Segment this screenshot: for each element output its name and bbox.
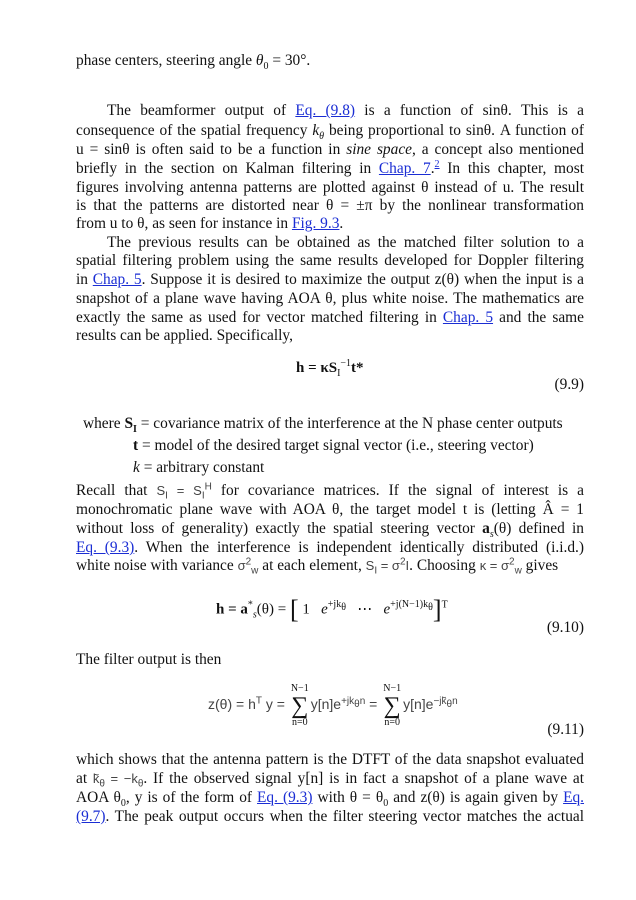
eq-9-7-link-cont[interactable]: (9.7) [76,808,106,825]
equation-number-9-10: (9.10) [546,619,584,636]
para3-line4: Eq. (9.3). When the interference is independent identically distributed (i.i.d.) [76,539,584,556]
equation-number-9-11: (9.11) [547,721,584,738]
para1-line2: consequence of the spatial frequency $k_\theta$ being proportional to sinθ. A function of [76,122,584,143]
para2-line6: results can be applied. Specifically, [76,327,293,344]
where-def-t: t = model of the desired target signal vector (i.e., steering vector) [133,437,534,454]
para3-line3: without loss of generality) exactly the spatial steering vector $a_s(\theta)$ defined in [76,520,584,541]
equation-9-9: $h = \kappa S_I^{-1}t*$ [296,358,364,379]
para1-line4: briefly in the section on Kalman filtering in Chap. 7.$^2$ In this chapter, most [76,158,584,177]
chap-7-link[interactable]: Chap. 7 [378,160,431,177]
para1-line7: from u to θ, as seen for instance in Fig. 9.3. [76,215,344,232]
equation-9-10: $h = a^*_s(\theta)$ = [ 1 $e^{+jk_\theta}$ ⋯ $e^{+j(N-1)k_\theta}]^T$ [216,595,448,624]
eq-9-8-link[interactable]: Eq. (9.8) [295,102,356,119]
para4-line4: (9.7). The peak output occurs when the filter steering vector matches the actual [76,808,584,825]
para3-line1: Recall that $S_I = S_I^H$ for covariance matrices. If the signal of interest is a [76,481,584,502]
para4-line1: which shows that the antenna pattern is the DTFT of the data snapshot evaluated [76,751,584,768]
eq-9-3-link-2[interactable]: Eq. (9.3) [257,789,313,806]
para3-line5: white noise with variance $\sigma^2_w$ at each element, $S_I = \sigma^2I$. Choosing $\kappa = \sigma^2_w$ gives [76,556,559,577]
sigma-symbol: ∑ [291,693,309,719]
para1-line6: is that the patterns are distorted near θ = ±π by the nonlinear transformation [76,197,584,214]
para1-line5: figures involving antenna patterns are plotted against θ instead of u. The result [76,179,584,196]
intro-line: phase centers, steering angle $\theta_0 = 30^\circ$. [76,52,311,73]
where-def-k: k = arbitrary constant [133,459,265,476]
sigma-symbol-2: ∑ [383,693,401,719]
left-bracket: [ [289,595,299,624]
para2-line1: The previous results can be obtained as the matched filter solution to a [107,234,584,251]
summation-1: N−1 ∑ n=0 [290,683,309,728]
filter-output-line: The filter output is then [76,651,222,668]
equation-9-11: $z(\theta) = h^T$ y = N−1 ∑ $n=0y[n]e^{+jk_\theta n} = N-1$ ∑ $n=0y[n]e^{-jk̃_\theta n}$ [208,683,458,728]
para2-line3: in Chap. 5. Suppose it is desired to maximize the output z(θ) when the input is a [76,271,584,288]
para2-line4: snapshot of a plane wave having AOA θ, plus white noise. The mathematics are [76,290,584,307]
right-bracket: ] [432,595,442,624]
fig-9-3-link[interactable]: Fig. 9.3 [291,215,340,232]
footnote-2-link[interactable]: 2 [434,158,440,170]
para1-line3: u = sinθ is often said to be a function in sine space, a concept also mentioned [76,141,584,158]
para3-line2: monochromatic plane wave with AOA θ, the target model t is (letting Â = 1 [76,501,584,518]
chap-5-link-2[interactable]: Chap. 5 [442,309,494,326]
para2-line5: exactly the same as used for vector matched filtering in Chap. 5 and the same [76,309,584,326]
para1-line1: The beamformer output of Eq. (9.8) is a function of sinθ. This is a [107,102,584,119]
equation-number-9-9: (9.9) [554,376,584,393]
where-def-S: where $S_I$ = covariance matrix of the interference at the N phase center outputs [83,415,563,436]
para4-line2: at $k̃_\theta = -k_\theta$. If the observed signal y[n] is in fact a snapshot of a plane wave at [76,770,584,790]
eq-9-7-link[interactable]: Eq. [563,789,585,806]
para4-line3: AOA $\theta_0$, y is of the form of Eq. (9.3) with $\theta = \theta_0$ and z(θ) is again given by Eq. [76,789,585,810]
chap-5-link[interactable]: Chap. 5 [92,271,142,288]
eq-9-3-link[interactable]: Eq. (9.3) [76,539,135,556]
summation-2: N−1 ∑ n=0 [383,683,402,728]
para2-line2: spatial filtering problem using the same results developed for Doppler filtering [76,252,584,269]
